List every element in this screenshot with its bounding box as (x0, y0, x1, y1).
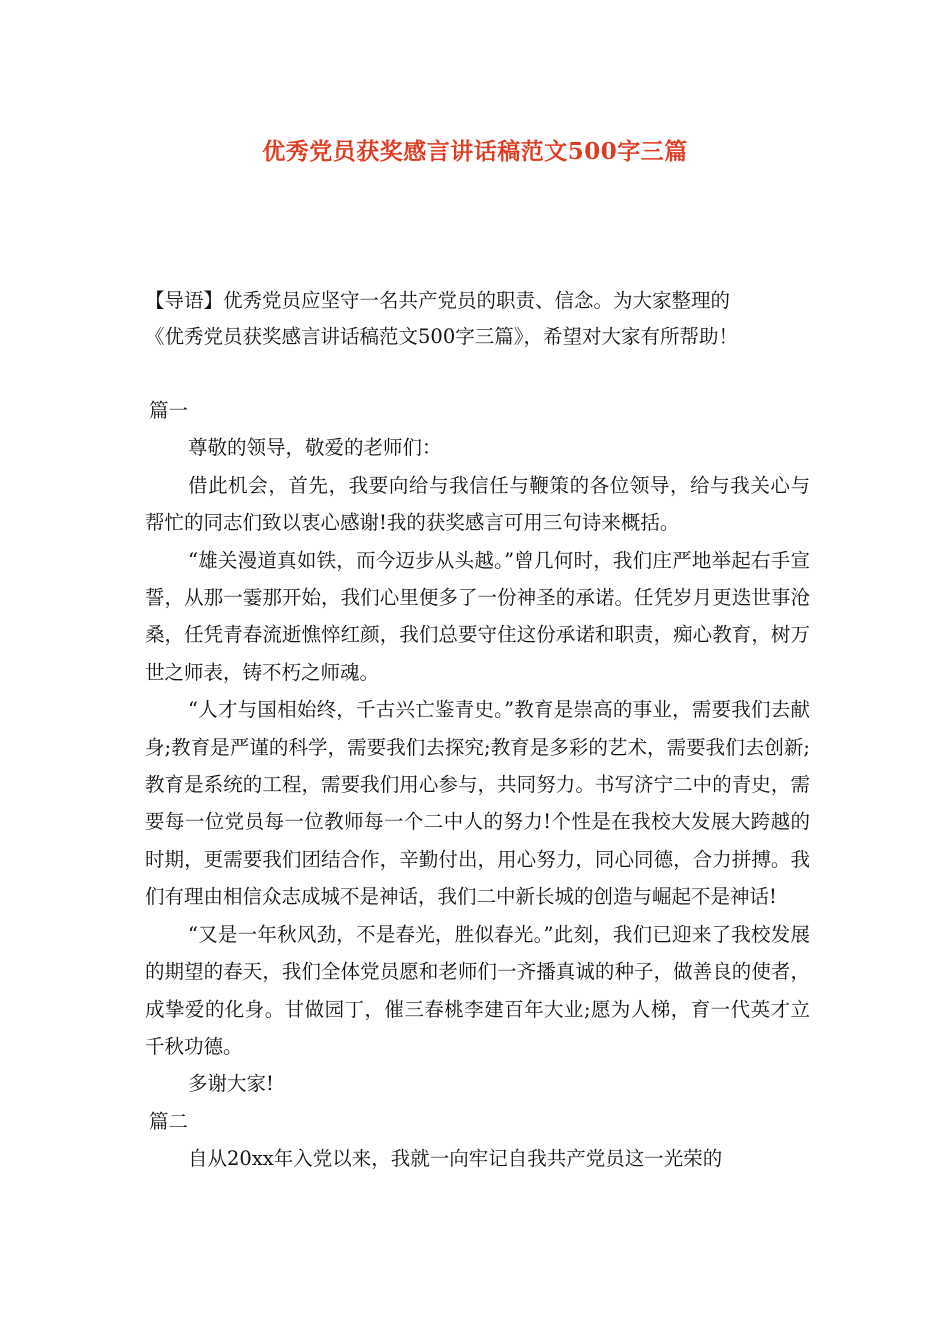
section-heading: 篇一 (149, 399, 189, 422)
intro-block (145, 283, 810, 355)
document-title: 优秀党员获奖感言讲话稿范文500字三篇 (262, 138, 688, 165)
paragraph: “人才与国相始终，千古兴亡鉴青史。”教育是崇高的事业，需要我们去献身;教育是严谨的科学，需要我们去探究;教育是多彩的艺术，需要我们去创新;教育是系统的工程，需要我们用心参与，共同努力。书写济宁二中的青史，需要每一位党员每一位教师每一个二中人的努力!个性是在我校大发展大跨越的时期，更需要我们团结合作，辛勤付出，用心努力，同心同德，合力拼搏。我们有理由相信众志成城不是神话，我们二中新长城的创造与崛起不是神话! (145, 698, 810, 909)
paragraph: “雄关漫道真如铁，而今迈步从头越。”曾几何时，我们庄严地举起右手宣誓，从那一霎那开始，我们心里便多了一份神圣的承诺。任凭岁月更迭世事沧桑，任凭青春流逝憔悴红颜，我们总要守住这份承诺和职责，痴心教育，树万世之师表，铸不朽之师魂。 (145, 548, 810, 684)
paragraph: 自从20xx年入党以来，我就一向牢记自我共产党员这一光荣的 (188, 1147, 723, 1171)
paragraph: “又是一年秋风劲，不是春光，胜似春光。”此刻，我们已迎来了我校发展的期望的春天，我们全体党员愿和老师们一齐播真诚的种子，做善良的使者，成挚爱的化身。甘做园丁，催三春桃李建百年大业;愿为人梯，育一代英才立千秋功德。 (145, 922, 810, 1058)
section-heading: 篇二 (149, 1109, 189, 1133)
document-body (145, 392, 810, 1178)
intro-line: 【导语】优秀党员应坚守一名共产党员的职责、信念。为大家整理的 (145, 289, 731, 312)
paragraph: 借此机会，首先，我要向给与我信任与鞭策的各位领导，给与我关心与帮忙的同志们致以衷心感谢!我的获奖感言可用三句诗来概括。 (145, 473, 810, 535)
salutation: 尊敬的领导，敬爱的老师们： (188, 436, 442, 460)
intro-line: 《优秀党员获奖感言讲话稿范文500字三篇》，希望对大家有所帮助！ (145, 325, 738, 348)
closing-line: 多谢大家! (188, 1072, 274, 1096)
